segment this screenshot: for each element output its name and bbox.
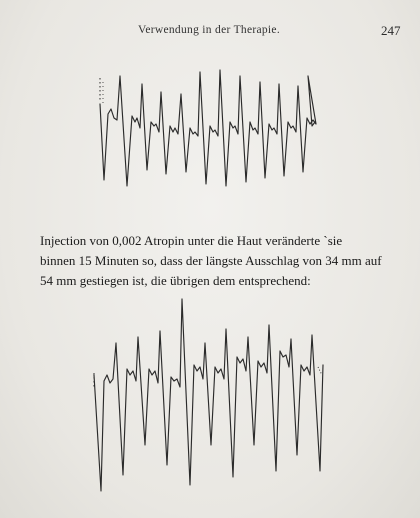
page-number: 247 <box>381 23 401 38</box>
pulse-tracing-before-figure <box>0 62 420 192</box>
paragraph-line-2: binnen 15 Minuten so, dass der längste Ausschlag von 34 mm auf <box>40 253 382 268</box>
pulse-tracing-after-figure <box>0 295 420 500</box>
paragraph-line-1: Injection von 0,002 Atropin unter die Haut veränderte `sie <box>40 233 343 248</box>
body-paragraph <box>40 231 400 291</box>
pulse-wave-before <box>100 70 316 186</box>
running-title: Verwendung in der Therapie. <box>138 24 281 36</box>
pulse-tracing-before <box>0 62 420 192</box>
paragraph-line-3: 54 mm gestiegen ist, die übrigen dem entsprechend: <box>40 273 311 288</box>
running-head <box>0 24 420 44</box>
pulse-tracing-after <box>0 295 420 500</box>
pulse-wave-after <box>94 299 323 491</box>
